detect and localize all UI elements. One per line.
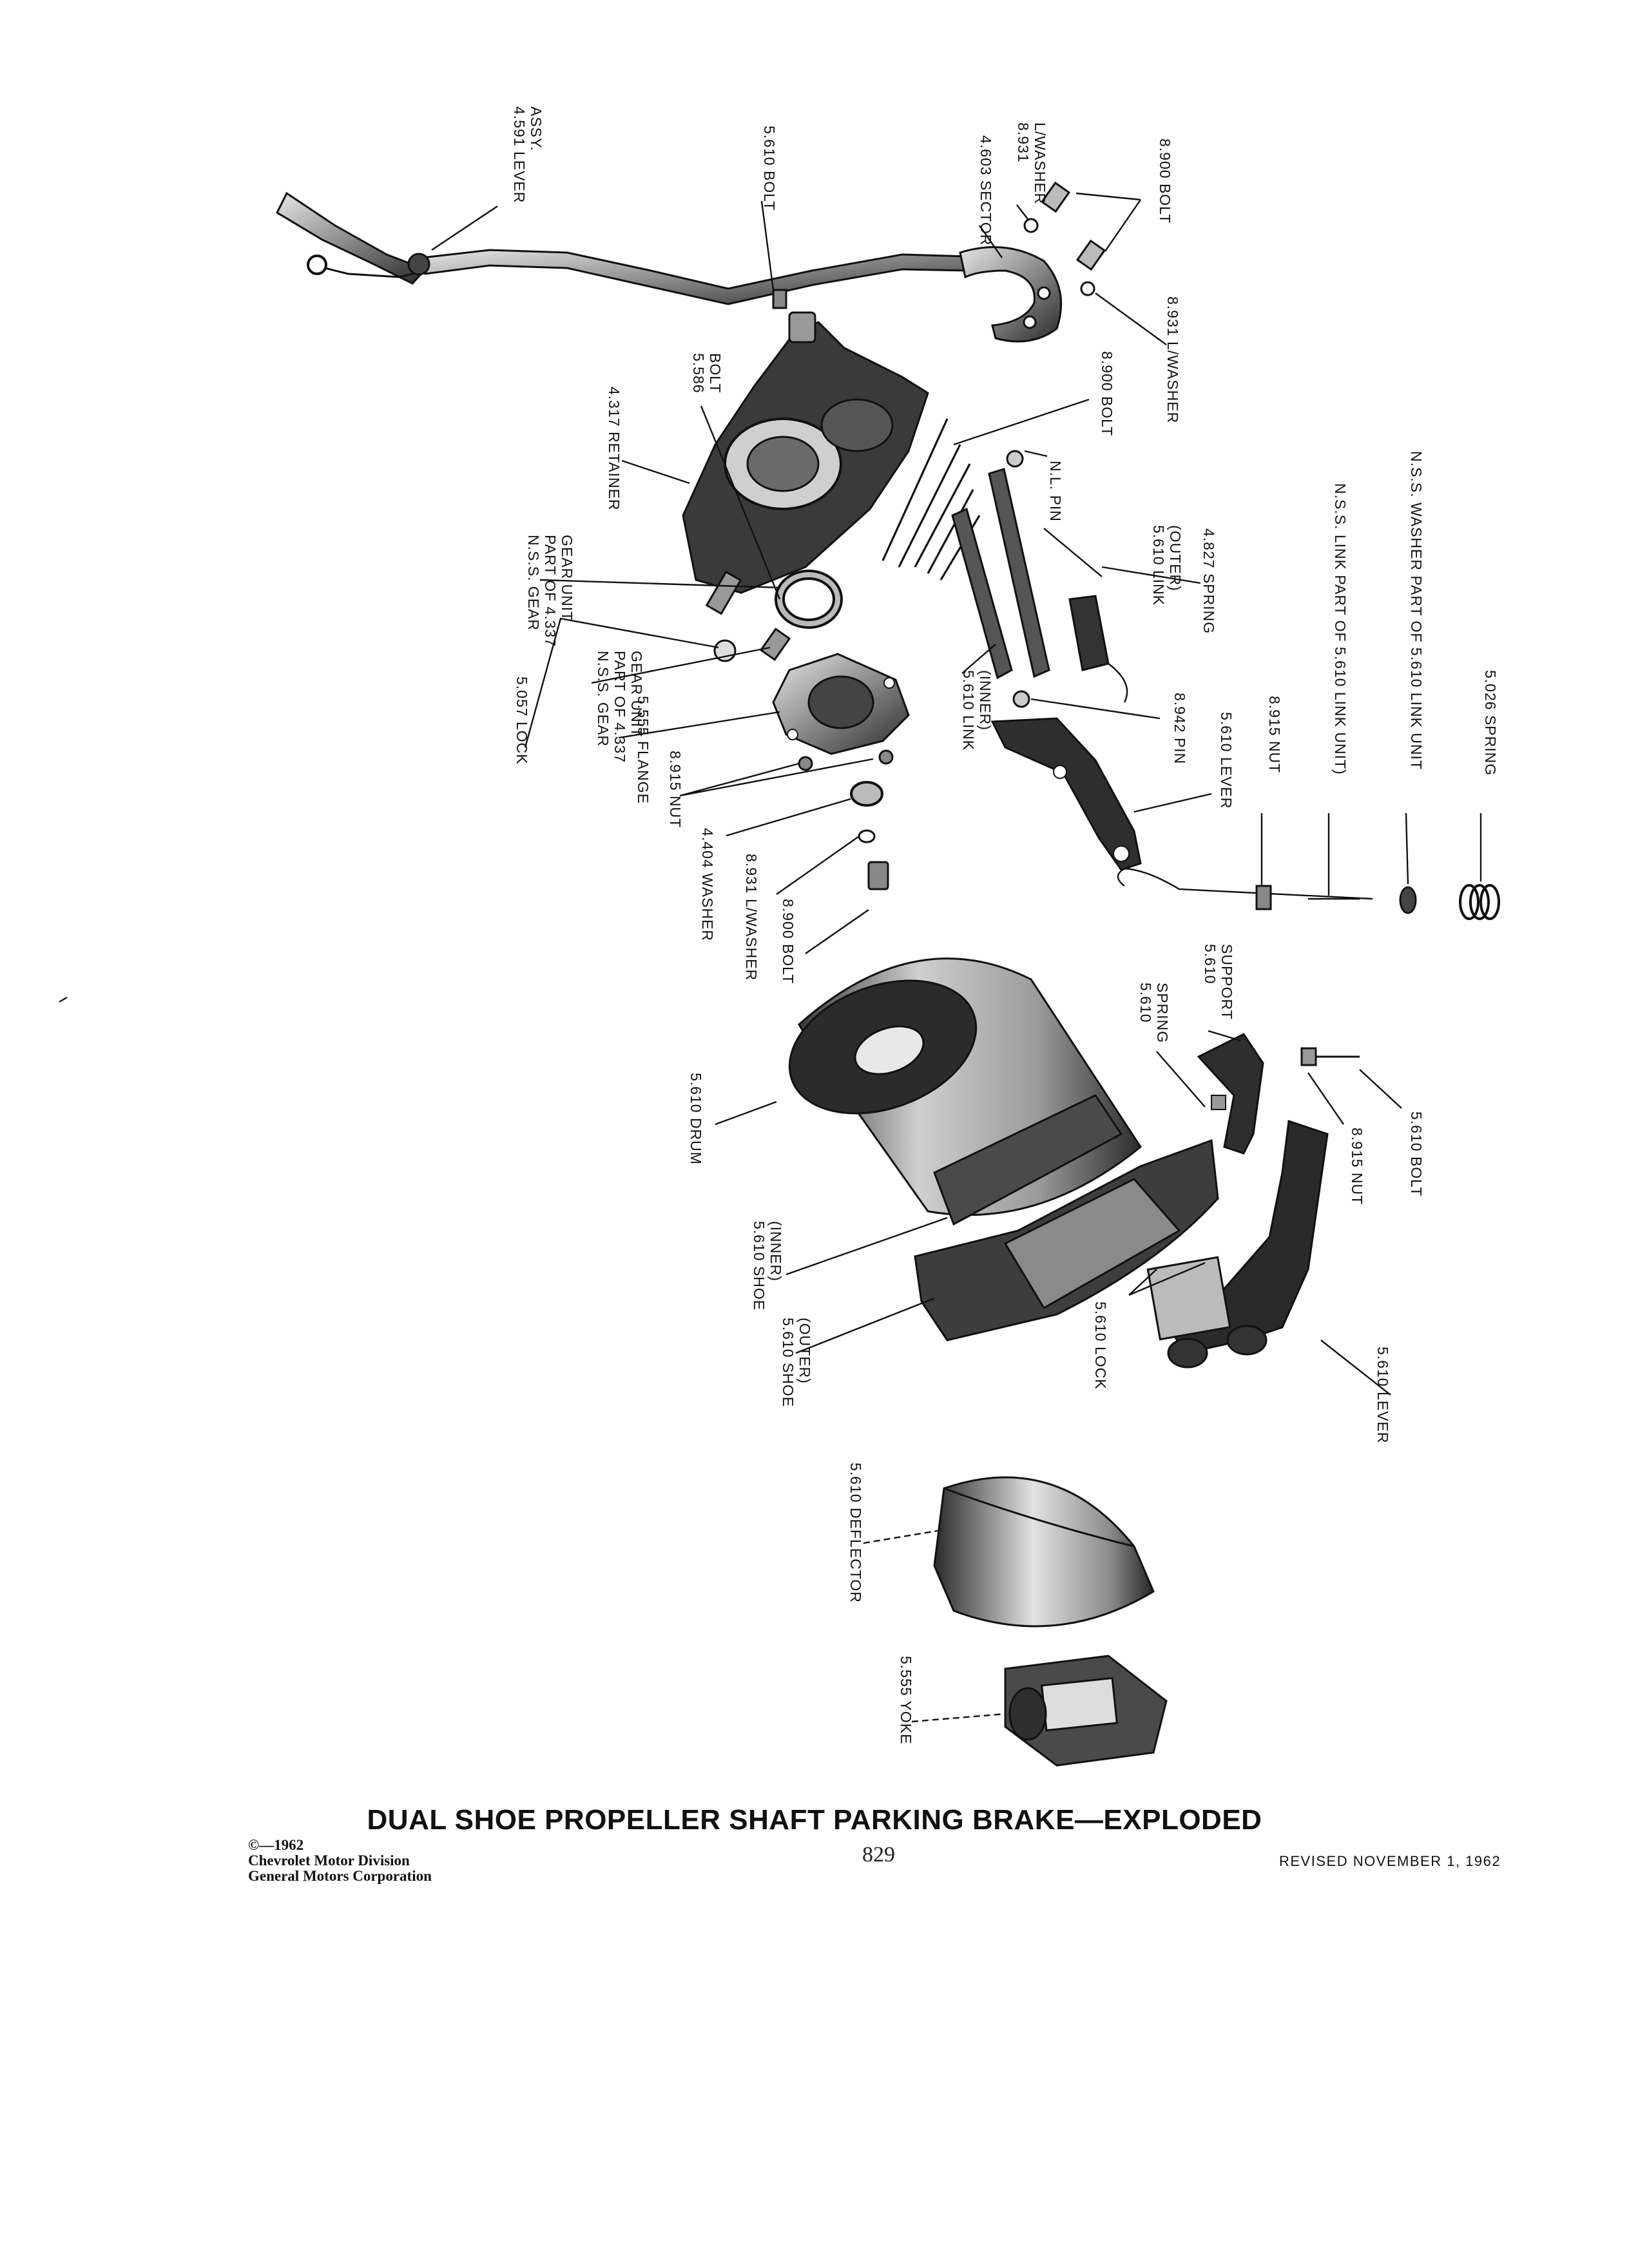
callout-lock-5610 <box>1092 1302 1109 1390</box>
flange-drawing <box>773 654 909 754</box>
svg-text:5.610 LEVER: 5.610 LEVER <box>1218 712 1235 809</box>
leader-link-inner <box>962 644 996 673</box>
callout-bolt-5610-lower <box>1408 1111 1425 1196</box>
callout-lwasher-top <box>1015 122 1048 204</box>
svg-text:5.610 DEFLECTOR: 5.610 DEFLECTOR <box>847 1463 864 1603</box>
leader-bolt-8900-mid <box>954 399 1089 445</box>
parts-illustration <box>59 183 1499 1765</box>
callout-shoe-inner <box>751 1221 784 1311</box>
callout-bolt-8900-top <box>1157 139 1173 224</box>
callout-deflector <box>847 1463 864 1603</box>
svg-text:8.915 NUT: 8.915 NUT <box>1349 1128 1365 1206</box>
svg-text:N.S.S. LINK PART OF 5.610 LIN: N.S.S. LINK PART OF 5.610 LINK UNIT) <box>1332 483 1349 775</box>
svg-text:8.900 BOLT: 8.900 BOLT <box>1099 351 1115 437</box>
leader-retainer <box>622 461 689 483</box>
callout-washer-4404 <box>699 828 716 941</box>
copyright-notice <box>248 1838 432 1884</box>
callout-flange <box>635 696 651 804</box>
leader-shoe-outer <box>796 1298 934 1353</box>
leader-lever-assy <box>432 206 497 250</box>
leader-nut-8915-left <box>680 759 873 796</box>
svg-text:5.555 YOKE: 5.555 YOKE <box>898 1656 914 1745</box>
svg-text:N.S.S. GEARPART OF 4.337GEAR U: N.S.S. GEARPART OF 4.337GEAR UNIT <box>595 651 645 764</box>
page-title: DUAL SHOE PROPELLER SHAFT PARKING BRAKE—EXPLODED <box>367 1804 1262 1836</box>
page-number: 829 <box>862 1843 895 1867</box>
callout-spring-5610 <box>1137 983 1171 1043</box>
callout-lock-5057 <box>514 677 530 765</box>
svg-text:5.610 LOCK: 5.610 LOCK <box>1092 1302 1109 1390</box>
svg-text:8.900 BOLT: 8.900 BOLT <box>780 899 796 985</box>
copyright-line: ©—1962 <box>248 1837 304 1853</box>
leader-nl-pin <box>1025 451 1047 456</box>
svg-text:5.610SPRING: 5.610SPRING <box>1137 983 1171 1044</box>
leader-bolt-5610-lower <box>1360 1070 1402 1108</box>
callout-lwasher-right <box>1164 296 1181 423</box>
callout-nss-link <box>1332 483 1349 775</box>
callout-nut-8915-left <box>667 751 684 828</box>
callout-lever-5610-upper <box>1218 712 1235 809</box>
callout-nss-washer <box>1408 451 1425 770</box>
leader-nss-washer <box>1406 813 1408 884</box>
svg-text:8.915 NUT: 8.915 NUT <box>667 751 684 829</box>
callout-drum <box>688 1073 704 1165</box>
callout-shoe-outer <box>780 1318 813 1407</box>
callout-bolt-5610-top <box>761 126 778 211</box>
svg-text:8.931L/WASHER: 8.931L/WASHER <box>1015 122 1048 205</box>
callout-spring-5026 <box>1482 670 1499 776</box>
callout-spring-4827 <box>1200 528 1217 634</box>
callout-sector <box>978 135 994 245</box>
sector-drawing <box>960 247 1061 341</box>
svg-text:5.610 DRUM: 5.610 DRUM <box>688 1073 704 1165</box>
leader-spring-5610 <box>1157 1052 1205 1107</box>
bolt-5610-top-drawing <box>773 290 786 308</box>
callout-retainer <box>606 387 622 511</box>
leader-link-outer <box>1044 528 1102 577</box>
leader-yoke <box>912 1714 1005 1722</box>
stray-mark <box>59 997 67 1002</box>
callout-nut-8915-right <box>1266 696 1283 773</box>
leader-lwasher-low <box>776 836 859 894</box>
leader-deflector <box>863 1530 941 1543</box>
leader-bolt-8900-top <box>1076 193 1141 251</box>
svg-text:4.404 WASHER: 4.404 WASHER <box>699 828 716 942</box>
leader-drum <box>715 1102 776 1124</box>
callout-support <box>1202 944 1235 1020</box>
svg-text:5.610 SHOE(OUTER): 5.610 SHOE(OUTER) <box>780 1318 813 1408</box>
svg-text:8.900 BOLT: 8.900 BOLT <box>1157 139 1173 224</box>
svg-text:5.610 BOLT: 5.610 BOLT <box>1408 1111 1425 1197</box>
leader-pin-8942 <box>1031 699 1160 718</box>
svg-text:N.S.S. GEARPART OF 4.337GEAR U: N.S.S. GEARPART OF 4.337GEAR UNIT <box>525 535 575 648</box>
lever-5610-upper-drawing <box>992 718 1141 870</box>
svg-text:5.610SUPPORT: 5.610SUPPORT <box>1202 944 1235 1020</box>
callout-link-outer <box>1150 525 1184 606</box>
svg-text:5.057 LOCK: 5.057 LOCK <box>514 677 530 765</box>
callout-nl-pin <box>1047 461 1064 522</box>
leader-washer-4404 <box>726 799 851 836</box>
svg-text:4.317 RETAINER: 4.317 RETAINER <box>606 387 622 511</box>
svg-text:4.827 SPRING: 4.827 SPRING <box>1200 528 1217 635</box>
callout-pin-8942 <box>1171 693 1188 764</box>
svg-text:8.915 NUT: 8.915 NUT <box>1266 696 1283 774</box>
svg-text:5.610 LINK(OUTER): 5.610 LINK(OUTER) <box>1150 525 1184 606</box>
deflector-drawing <box>934 1477 1153 1626</box>
lever-assembly-drawing <box>277 193 967 304</box>
copyright-line: General Motors Corporation <box>248 1868 432 1884</box>
svg-text:N.L. PIN: N.L. PIN <box>1047 461 1064 522</box>
svg-text:5.586BOLT: 5.586BOLT <box>690 353 724 394</box>
leader-lwasher-top <box>1017 205 1028 219</box>
nss-washer-drawing <box>1400 887 1416 913</box>
callout-bolt-8900-mid <box>1099 351 1115 436</box>
svg-text:N.S.S. WASHER PART OF 5.610 L: N.S.S. WASHER PART OF 5.610 LINK UNIT <box>1408 451 1425 770</box>
svg-text:5.610 LEVER: 5.610 LEVER <box>1374 1347 1391 1444</box>
rod-drawing <box>1118 869 1373 909</box>
leader-bolt-5610-top <box>762 201 773 290</box>
svg-text:8.931 L/WASHER: 8.931 L/WASHER <box>1164 296 1181 424</box>
svg-text:8.931 L/WASHER: 8.931 L/WASHER <box>743 854 760 981</box>
svg-text:4.591 LEVERASSY.: 4.591 LEVERASSY. <box>511 106 545 204</box>
callout-yoke <box>898 1656 914 1744</box>
spring-5026-drawing <box>1460 885 1499 919</box>
svg-text:5.610 LINK(INNER): 5.610 LINK(INNER) <box>960 670 994 751</box>
yoke-drawing <box>1005 1656 1166 1765</box>
leader-bolt-8900-low <box>805 910 869 954</box>
leader-nut-8915-lower <box>1308 1073 1344 1124</box>
copyright-line: Chevrolet Motor Division <box>248 1852 410 1869</box>
callout-nss-gear-1 <box>525 535 575 647</box>
svg-text:5.610 BOLT: 5.610 BOLT <box>761 126 778 211</box>
svg-text:5.610 SHOE(INNER): 5.610 SHOE(INNER) <box>751 1221 784 1311</box>
svg-text:5.026 SPRING: 5.026 SPRING <box>1482 670 1499 776</box>
callout-lever-5610-lower <box>1374 1347 1391 1443</box>
callout-nut-8915-lower <box>1349 1128 1365 1205</box>
svg-text:5.555 FLANGE: 5.555 FLANGE <box>635 696 651 804</box>
callout-bolt-8900-low <box>780 899 796 984</box>
callout-bolt-5586 <box>690 353 724 394</box>
callout-lever-assy <box>511 106 545 203</box>
callout-link-inner <box>960 670 994 751</box>
svg-text:8.942 PIN: 8.942 PIN <box>1171 693 1188 765</box>
callout-lwasher-low <box>743 854 760 981</box>
leader-support <box>1208 1031 1240 1041</box>
svg-text:4.603 SECTOR: 4.603 SECTOR <box>978 135 994 246</box>
leader-lever-5610-upper <box>1134 794 1211 812</box>
spring-4827-drawing <box>1070 596 1127 702</box>
support-drawing <box>1199 1034 1360 1153</box>
revision-date: REVISED NOVEMBER 1, 1962 <box>1279 1853 1501 1869</box>
leader-lwasher-right <box>1095 293 1166 345</box>
